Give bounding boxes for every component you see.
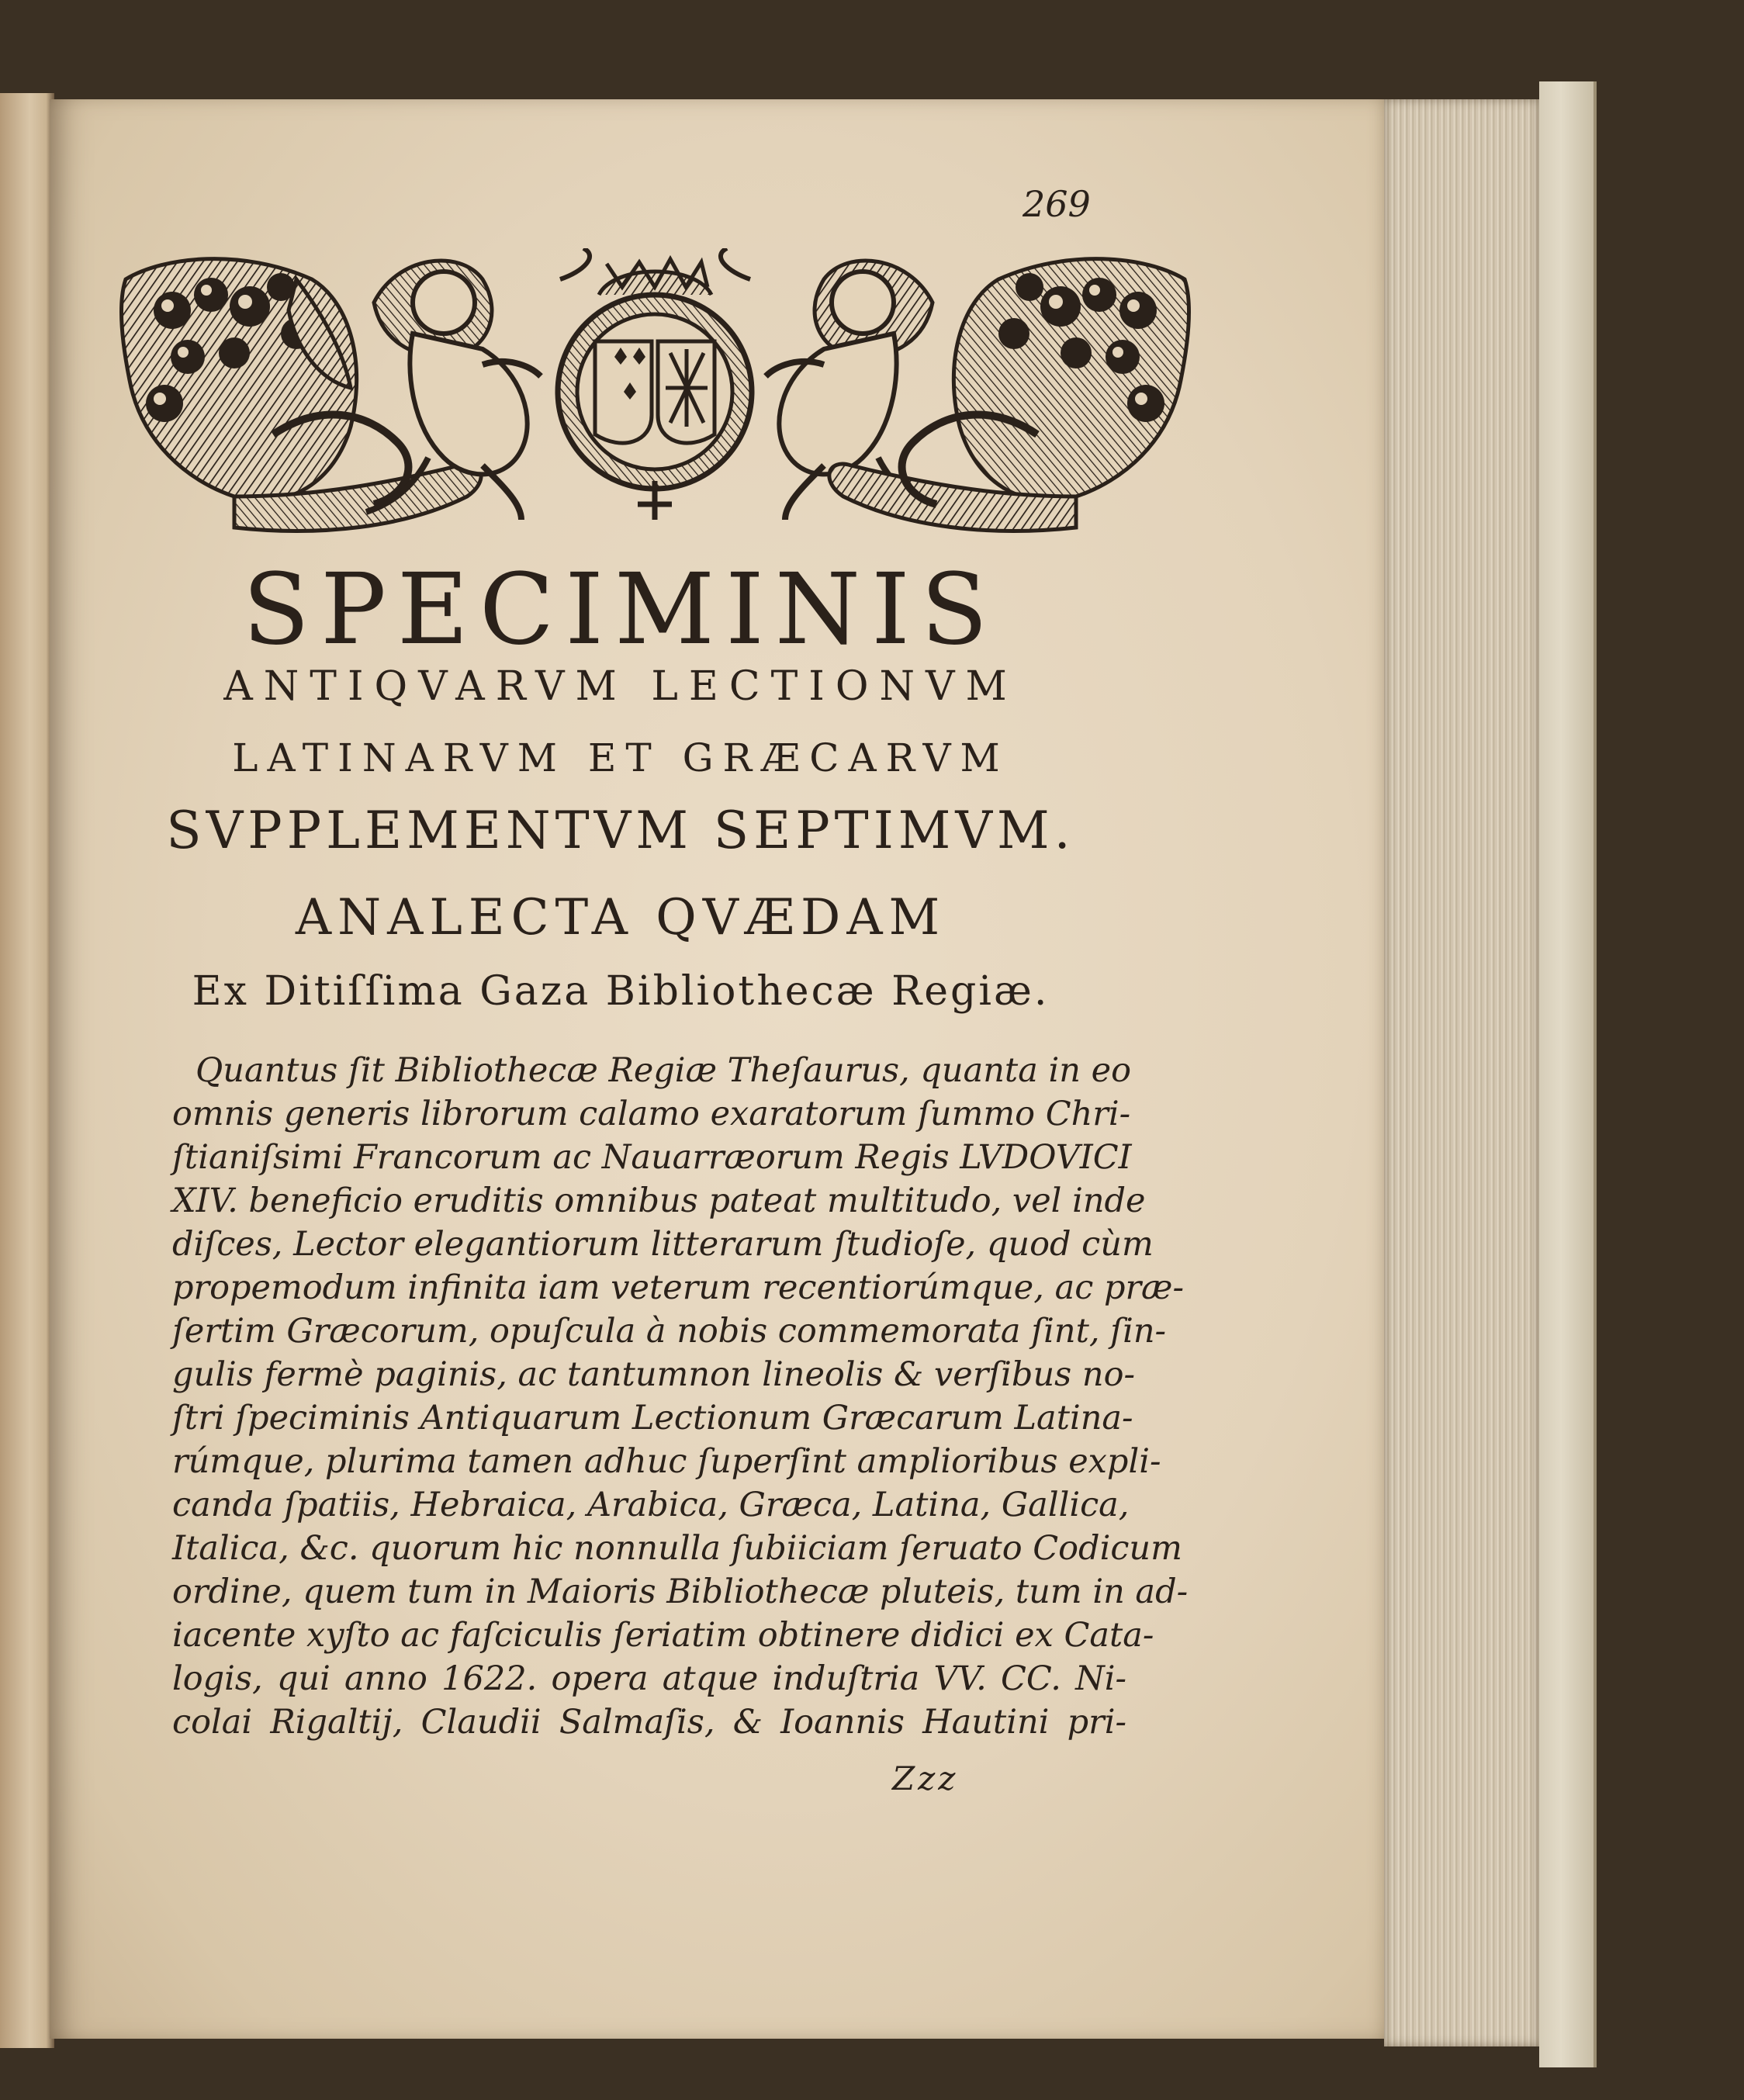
body-line: ſtianiſsimi Francorum ac Nauarræorum Regis LVDOVICI [172, 1138, 1132, 1177]
heading-line-5: ANALECTA QVÆDAM [295, 889, 946, 946]
heading-line-3: LATINARVM ET GRÆCARVM [232, 735, 1009, 780]
body-line: ſtri ſpeciminis Antiquarum Lectionum Græcarum Latina- [172, 1399, 1133, 1437]
body-line: diſces, Lector elegantiorum litterarum ſtudioſe, quod cùm [172, 1225, 1154, 1264]
signature-mark: Zzz [892, 1759, 959, 1797]
page-number: 269 [1023, 183, 1091, 225]
heading-line-4: SVPPLEMENTVM SEPTIMVM. [166, 801, 1075, 860]
body-line: canda ſpatiis, Hebraica, Arabica, Græca, Latina, Gallica, [172, 1486, 1130, 1524]
body-line: ordine, quem tum in Maioris Bibliothecæ pluteis, tum in ad- [172, 1572, 1189, 1611]
heading-line-6: Ex Ditiſſima Gaza Bibliothecæ Regiæ. [192, 968, 1050, 1015]
body-paragraph [172, 1049, 1189, 1744]
page-fore-edge [1384, 99, 1539, 2046]
body-line: colai Rigaltij, Claudii Salmaſis, & Ioannis Hautini pri- [172, 1703, 1126, 1742]
body-line: ſertim Græcorum, opuſcula à nobis commemorata ſint, ſin- [172, 1312, 1167, 1351]
body-line: logis, qui anno 1622. opera atque induſtria VV. CC. Ni- [172, 1659, 1126, 1698]
woodcut-headpiece [118, 248, 1192, 535]
body-line: omnis generis librorum calamo exaratorum ſummo Chri- [172, 1095, 1131, 1133]
royal-coat-of-arms-icon [558, 248, 752, 520]
body-line: propemodum infinita iam veterum recentiorúmque, ac præ- [172, 1268, 1185, 1307]
body-line: iacente xyſto ac faſciculis ſeriatim obtinere didici ex Cata- [172, 1616, 1154, 1655]
book-cover-edge [1539, 81, 1597, 2067]
body-line: Italica, &c. quorum hic nonnulla ſubiiciam ſeruato Codicum [172, 1529, 1182, 1568]
heading-line-2: ANTIQVARVM LECTIONVM [223, 663, 1018, 710]
body-line: Quantus ſit Bibliothecæ Regiæ Theſaurus, quanta in eo [196, 1051, 1131, 1090]
heading-line-1: SPECIMINIS [242, 552, 999, 666]
body-line: rúmque, plurima tamen adhuc ſuperſint amplioribus expli- [172, 1442, 1161, 1481]
body-line: XIV. beneficio eruditis omnibus pateat multitudo, vel inde [172, 1181, 1146, 1220]
left-page-edge [0, 93, 54, 2048]
body-line: gulis fermè paginis, ac tantumnon lineolis & verſibus no- [172, 1355, 1135, 1394]
